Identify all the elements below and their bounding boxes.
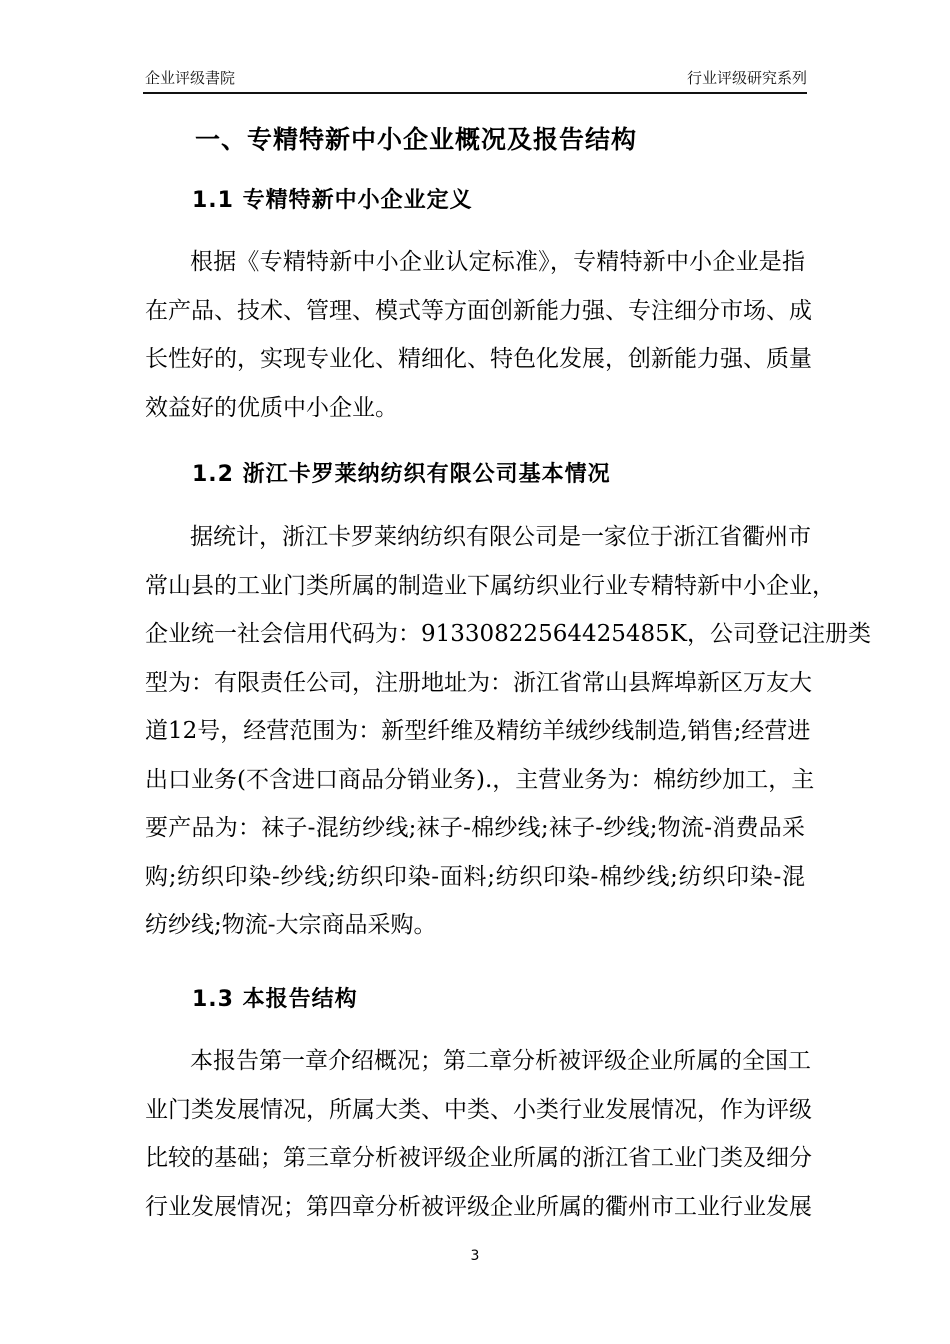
text-line: 要产品为：袜子-混纺纱线;袜子-棉纱线;袜子-纱线;物流-消费品采 — [145, 815, 805, 841]
text-line: 型为：有限责任公司，注册地址为：浙江省常山县辉埠新区万友大 — [145, 669, 812, 696]
chapter-title: 一、专精特新中小企业概况及报告结构 — [195, 125, 638, 154]
text-line: 在产品、技术、管理、模式等方面创新能力强、专注细分市场、成 — [145, 297, 812, 324]
text-line: 业门类发展情况，所属大类、中类、小类行业发展情况，作为评级 — [145, 1096, 812, 1123]
header-right: 行业评级研究系列 — [686, 69, 807, 87]
text-line: 比较的基础；第三章分析被评级企业所属的浙江省工业门类及细分 — [145, 1145, 812, 1171]
text-line: 行业发展情况；第四章分析被评级企业所属的衢州市工业行业发展 — [145, 1193, 812, 1220]
paragraph-report-structure — [145, 1037, 812, 1231]
section-heading-1-3: 1.3 本报告结构 — [192, 987, 358, 1012]
header-left: 企业评级書院 — [145, 69, 236, 87]
paragraph-definition — [145, 238, 812, 432]
text-line: 长性好的，实现专业化、精细化、特色化发展，创新能力强、质量 — [145, 346, 812, 372]
section-heading-1-1: 1.1 专精特新中小企业定义 — [192, 188, 473, 213]
text-line: 购;纺织印染-纱线;纺织印染-面料;纺织印染-棉纱线;纺织印染-混 — [145, 863, 805, 890]
section-heading-1-2: 1.2 浙江卡罗莱纳纺织有限公司基本情况 — [192, 462, 611, 487]
text-line: 根据《专精特新中小企业认定标准》，专精特新中小企业是指 — [190, 249, 805, 275]
text-line: 效益好的优质中小企业。 — [145, 394, 398, 421]
page-number: 3 — [470, 1248, 480, 1264]
text-line: 本报告第一章介绍概况；第二章分析被评级企业所属的全国工 — [190, 1048, 811, 1074]
text-line: 纺纱线;物流-大宗商品采购。 — [145, 912, 437, 938]
text-line: 据统计，浙江卡罗莱纳纺织有限公司是一家位于浙江省衢州市 — [190, 524, 811, 550]
text-line: 出口业务(不含进口商品分销业务).，主营业务为：棉纺纱加工，主 — [145, 766, 815, 793]
paragraph-company-info — [145, 513, 871, 950]
text-line: 道12号，经营范围为：新型纤维及精纺羊绒纱线制造,销售;经营进 — [145, 718, 811, 744]
header-rule — [143, 92, 807, 94]
text-line: 企业统一社会信用代码为：91330822564425485K，公司登记注册类 — [145, 621, 871, 647]
text-line: 常山县的工业门类所属的制造业下属纺织业行业专精特新中小企业， — [145, 572, 835, 599]
